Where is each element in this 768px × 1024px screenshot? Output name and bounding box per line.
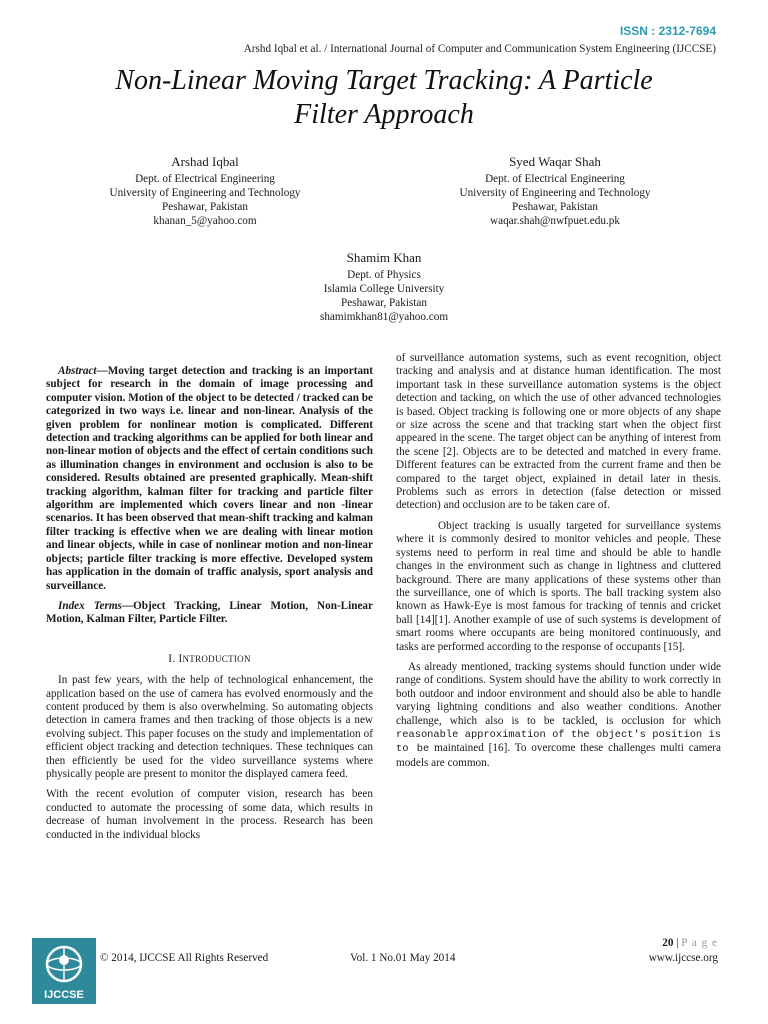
- author-institution: University of Engineering and Technology: [109, 187, 301, 199]
- author-email[interactable]: khanan_5@yahoo.com: [153, 215, 257, 227]
- author-email[interactable]: shamimkhan81@yahoo.com: [319, 311, 449, 323]
- abstract-text: —Moving target detection and tracking is an important subject for research in the domain of image processing and computer vision. Motion of the object to be detected / tracked can be categorized in two ways i.e. linear and non-linear. Analysis of the given problem for nonlinear motion is complicated. Different detection and tracking algorithms can be applied for both linear and non-linear motion of objects and the effect of certain conditions such as illumination changes in environment and occlusion is also to be considered. Results obtained are presented graphically. Mean-shift tracking algorithm, kalman filter for tracking and particle filter algorithm are implemented which covers linear and non -linear scenarios. It has been observed that mean-shift tracking and kalman filter tracking is effective when we are dealing with linear motion and linear objects, while in case of nonlinear motion and non-linear objects; particle filter tracking is more effective. Developed system has application in the domain of traffic analysis, sport analysis and surveillance.: [46, 365, 373, 592]
- abstract-label: Abstract: [58, 365, 97, 377]
- index-terms-label: Index Terms: [58, 599, 122, 612]
- author-city: Peshawar, Pakistan: [162, 201, 248, 213]
- page-number: 20 | P a g e: [662, 937, 718, 949]
- title-line-1: Non-Linear Moving Target Tracking: A Particle: [115, 65, 653, 96]
- footer-url[interactable]: www.ijccse.org: [648, 952, 718, 964]
- intro-paragraph-1: In past few years, with the help of technological enhancement, the application based on the use of camera has evolved enormously and the content produced by them is also overwhelming. So automating objects detection in camera frames and then tracking of those objects is a new evolving subject. This paper focuses on the study and implementation of efficient object tracking and detection techniques. These techniques can then efficiently be used for the video surveillance systems where physically people are present to monitor the displayed camera feed.: [46, 674, 373, 780]
- body-paragraph-1: of surveillance automation systems, such as event recognition, object tracking and analysis and at distance human identification. The most important task in these surveillance automation systems is the object detection and tacking, on which the use of other advanced technologies is based. Object tracking is following one or more objects of any shape or size across the scene and that tracking start when the object first appeared in the scene. The target object can be anything of interest from the scene [2]. Objects are to be detected and matched in every frame. Different features can be extracted from the current frame and then be compared to the target object, explained in detail later in thesis. Problems such as errors in detection (false detection or missed detection) and occlusion are to be taken care of.: [396, 352, 721, 512]
- author-institution: University of Engineering and Technology: [459, 187, 651, 199]
- author-block-2: [430, 154, 680, 228]
- author-name: Arshad Iqbal: [171, 154, 239, 169]
- author-city: Peshawar, Pakistan: [512, 201, 598, 213]
- abstract: [46, 365, 373, 593]
- author-email[interactable]: waqar.shah@nwfpuet.edu.pk: [490, 215, 620, 227]
- author-name: Shamim Khan: [346, 250, 422, 265]
- running-head: Arshd Iqbal et al. / International Journal of Computer and Communication System Engineering (IJCCSE): [243, 43, 716, 55]
- body-paragraph-3: As already mentioned, tracking systems should function under wide range of conditions. System should have the ability to work correctly in both outdoor and indoor environment and should also be able to handle varying lightning conditions and also weather conditions. Another challenge, which also is to be tackled, is occlusion for which reasonable approximation of the object's position is to be maintained [16]. To overcome these challenges multi camera models are common.: [396, 660, 721, 769]
- ijccse-logo: [32, 938, 96, 1004]
- author-name: Syed Waqar Shah: [509, 154, 601, 169]
- author-dept: Dept. of Electrical Engineering: [135, 173, 275, 185]
- author-institution: Islamia College University: [323, 283, 445, 295]
- logo-text: IJCCSE: [44, 989, 84, 1001]
- body-paragraph-2: Object tracking is usually targeted for surveillance systems where it is commonly desired to monitor vehicles and people. These systems need to perform in real time and should be able to handle changes in the environment such as change in lightness and cluttered background. There are many applications of these systems other than the surveillance, one of which is sports. The ball tracking system also known as Hawk-Eye is most famous for tracking of tennis and cricket ball [14][1]. Another example of use of such systems is development of smart rooms where occupants are being monitored continuously, and tasks are performed according to the response of occupants [15].: [396, 519, 721, 653]
- index-terms: [46, 600, 373, 627]
- author-city: Peshawar, Pakistan: [341, 297, 427, 309]
- left-column: [46, 365, 373, 849]
- issn-label: ISSN : 2312-7694: [619, 24, 716, 38]
- title-line-2: Filter Approach: [294, 99, 474, 130]
- footer-copyright: © 2014, IJCCSE All Rights Reserved: [100, 952, 269, 964]
- paper-title: [40, 64, 728, 132]
- right-column: [396, 352, 721, 777]
- footer-volume: Vol. 1 No.01 May 2014: [350, 952, 456, 964]
- section-heading-introduction: I. INTRODUCTION: [168, 652, 251, 665]
- author-block-3: [264, 250, 504, 324]
- author-dept: Dept. of Physics: [347, 269, 421, 281]
- intro-paragraph-2: With the recent evolution of computer vision, research has been conducted to automate the processing of some data, which results in decrease of human involvement in the process. Research has been conducted in the individual blocks: [46, 788, 373, 841]
- author-block-1: [85, 154, 325, 228]
- author-dept: Dept. of Electrical Engineering: [485, 173, 625, 185]
- index-terms-text: —Object Tracking, Linear Motion, Non-Linear Motion, Kalman Filter, Particle Filter.: [46, 599, 373, 626]
